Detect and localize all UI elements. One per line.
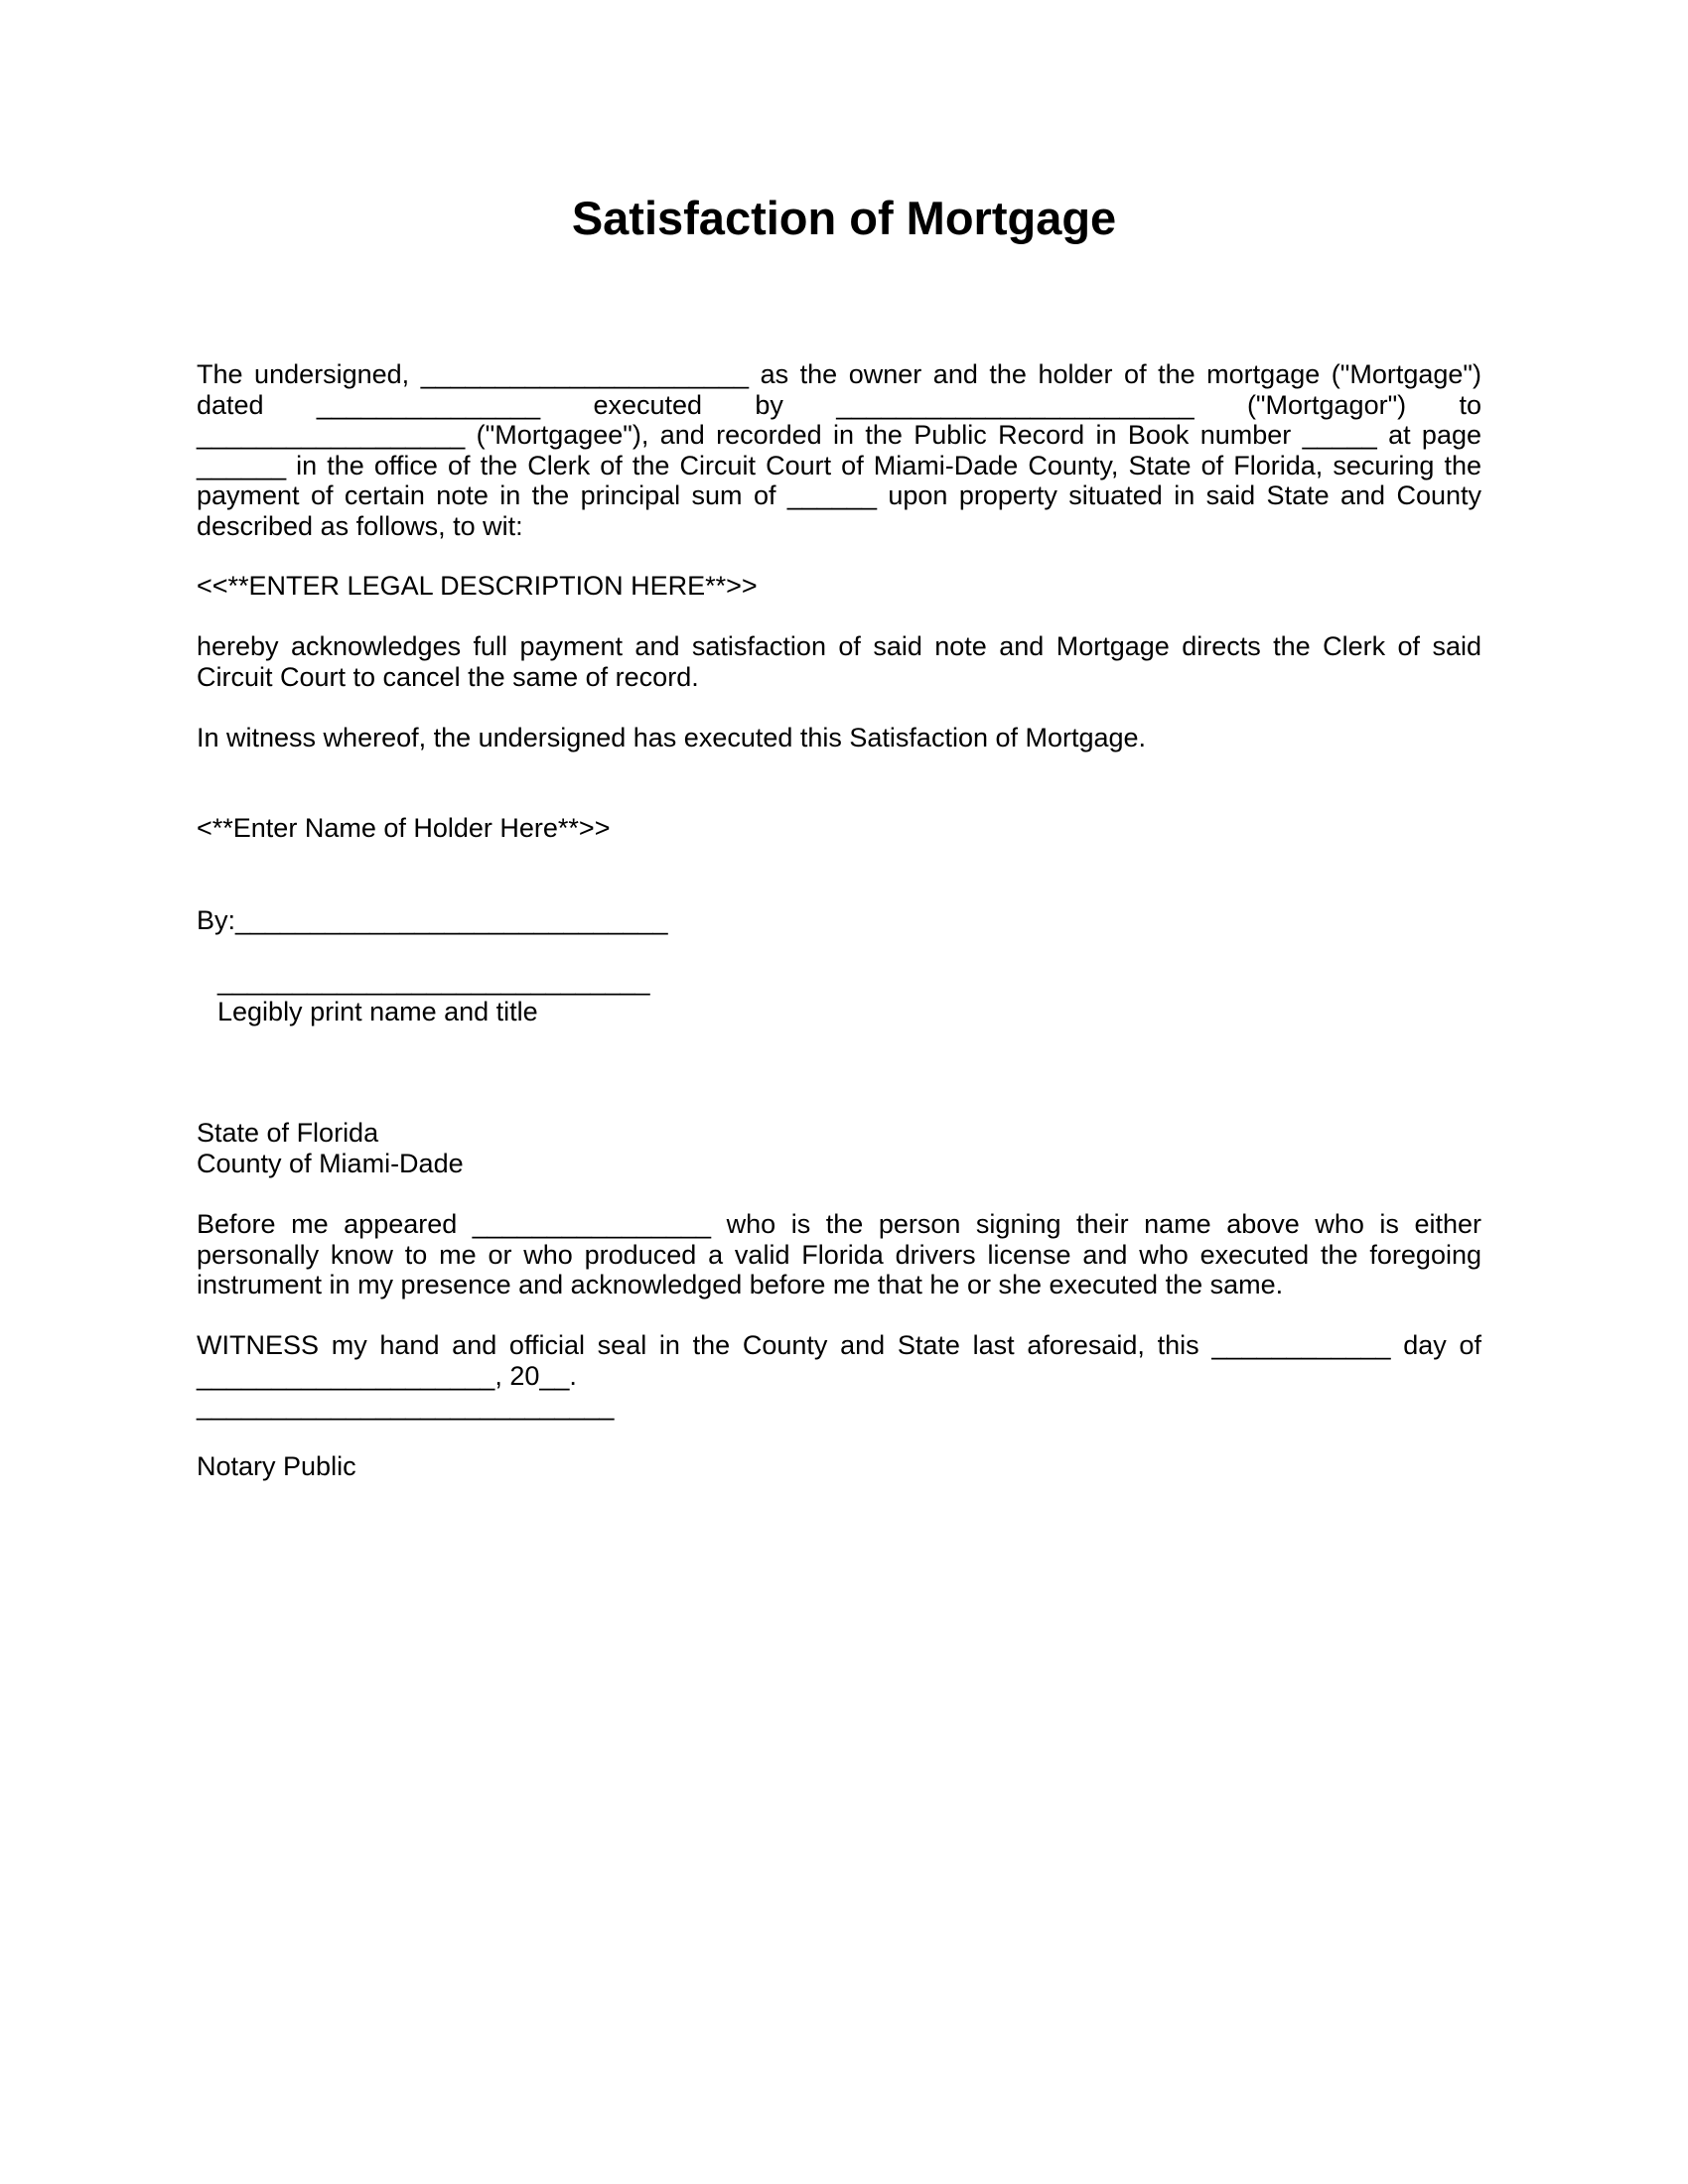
print-name-line: _____________________________: [217, 966, 650, 996]
witness-seal-paragraph: WITNESS my hand and official seal in the County and State last aforesaid, this ____________ day of ____________________, 20__.: [197, 1330, 1481, 1391]
legal-description-placeholder: <<**ENTER LEGAL DESCRIPTION HERE**>>: [197, 571, 758, 601]
acknowledgment-paragraph: hereby acknowledges full payment and satisfaction of said note and Mortgage directs the Clerk of said Circuit Court to cancel the same of record.: [197, 631, 1481, 692]
notary-signature-line: ____________________________: [197, 1391, 615, 1421]
holder-name-placeholder: <**Enter Name of Holder Here**>>: [197, 813, 611, 843]
venue-block: [197, 1118, 1481, 1178]
witness-whereof-paragraph: In witness whereof, the undersigned has executed this Satisfaction of Mortgage.: [197, 723, 1147, 752]
print-name-label: Legibly print name and title: [217, 997, 538, 1026]
document-title: Satisfaction of Mortgage: [571, 192, 1117, 244]
notary-public-label: Notary Public: [197, 1451, 356, 1481]
signature-by-line: By:_____________________________: [197, 905, 668, 935]
county-label: County of Miami-Dade: [197, 1148, 464, 1178]
mortgage-holder-paragraph: The undersigned, ______________________ as the owner and the holder of the mortgage ("Mortgage") dated _______________ executed by ________________________ ("Mortgagor") to __________________ ("Mortgagee"), and recorded in the Public Record in Book number _____ at page ______ in the office of the Clerk of the Circuit Court of Miami-Dade County, State of Florida, securing the payment of certain note in the principal sum of ______ upon property situated in said State and County described as follows, to wit:: [197, 359, 1481, 541]
state-label: State of Florida: [197, 1118, 379, 1148]
notary-acknowledgment-paragraph: Before me appeared ________________ who is the person signing their name above who is either personally know to me or who produced a valid Florida drivers license and who executed the foregoing instrument in my presence and acknowledged before me that he or she executed the same.: [197, 1209, 1481, 1299]
